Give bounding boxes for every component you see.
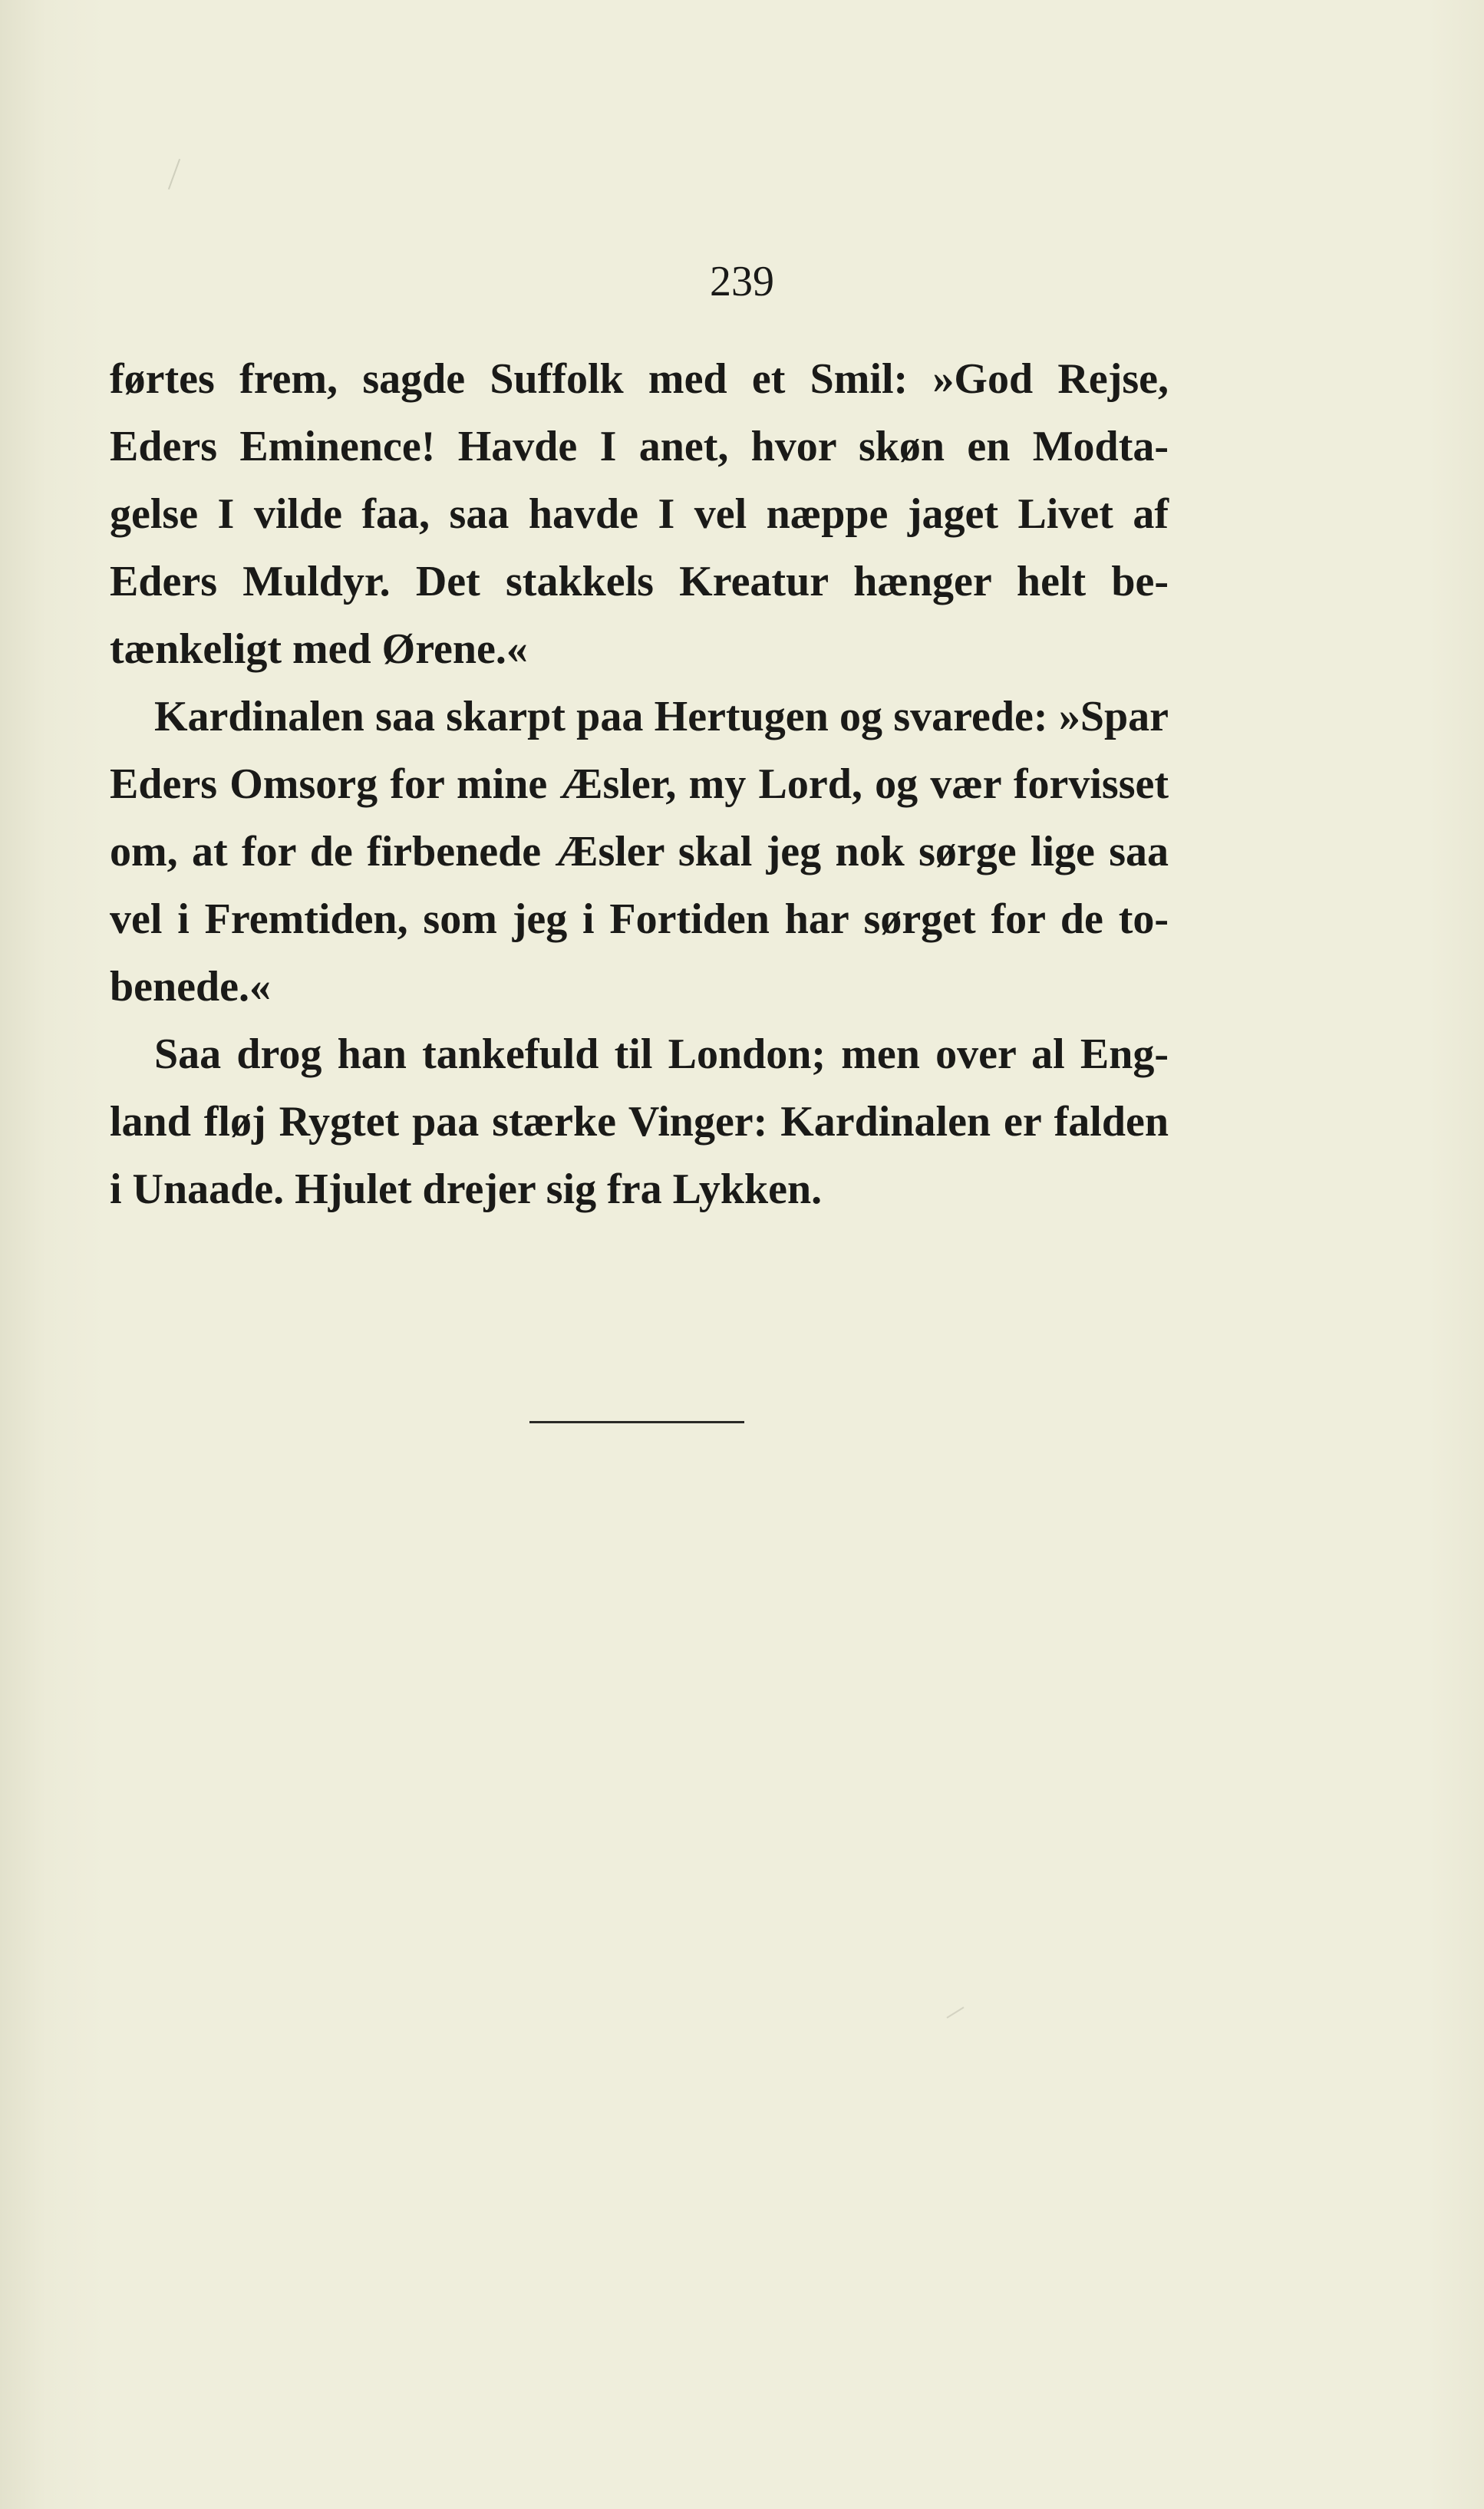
text-line: land fløj Rygtet paa stærke Vinger: Kardinalen er falden bbox=[110, 1098, 1169, 1146]
paper-mark bbox=[946, 2006, 964, 2018]
text-line: førtes frem, sagde Suffolk med et Smil: »God Rejse, bbox=[110, 355, 1169, 403]
text-line: vel i Fremtiden, som jeg i Fortiden har sørget for de to- bbox=[110, 895, 1169, 943]
text-line: Kardinalen saa skarpt paa Hertugen og svarede: »Spar bbox=[154, 693, 1169, 740]
text-line: Eders Muldyr. Det stakkels Kreatur hænger helt be- bbox=[110, 558, 1169, 605]
paper-mark bbox=[168, 159, 180, 190]
body-text bbox=[110, 345, 1169, 1223]
page-number: 239 bbox=[710, 258, 774, 305]
text-line: i Unaade. Hjulet drejer sig fra Lykken. bbox=[110, 1165, 823, 1213]
end-rule bbox=[529, 1421, 744, 1423]
text-line: benede.« bbox=[110, 963, 271, 1011]
text-line: tænkeligt med Ørene.« bbox=[110, 625, 528, 673]
text-line: Saa drog han tankefuld til London; men over al Eng- bbox=[154, 1030, 1169, 1078]
text-line: gelse I vilde faa, saa havde I vel næppe jaget Livet af bbox=[110, 490, 1169, 538]
text-line: om, at for de firbenede Æsler skal jeg nok sørge lige saa bbox=[110, 828, 1169, 875]
text-line: Eders Eminence! Havde I anet, hvor skøn en Modta- bbox=[110, 423, 1169, 470]
text-line: Eders Omsorg for mine Æsler, my Lord, og vær forvisset bbox=[110, 760, 1169, 808]
